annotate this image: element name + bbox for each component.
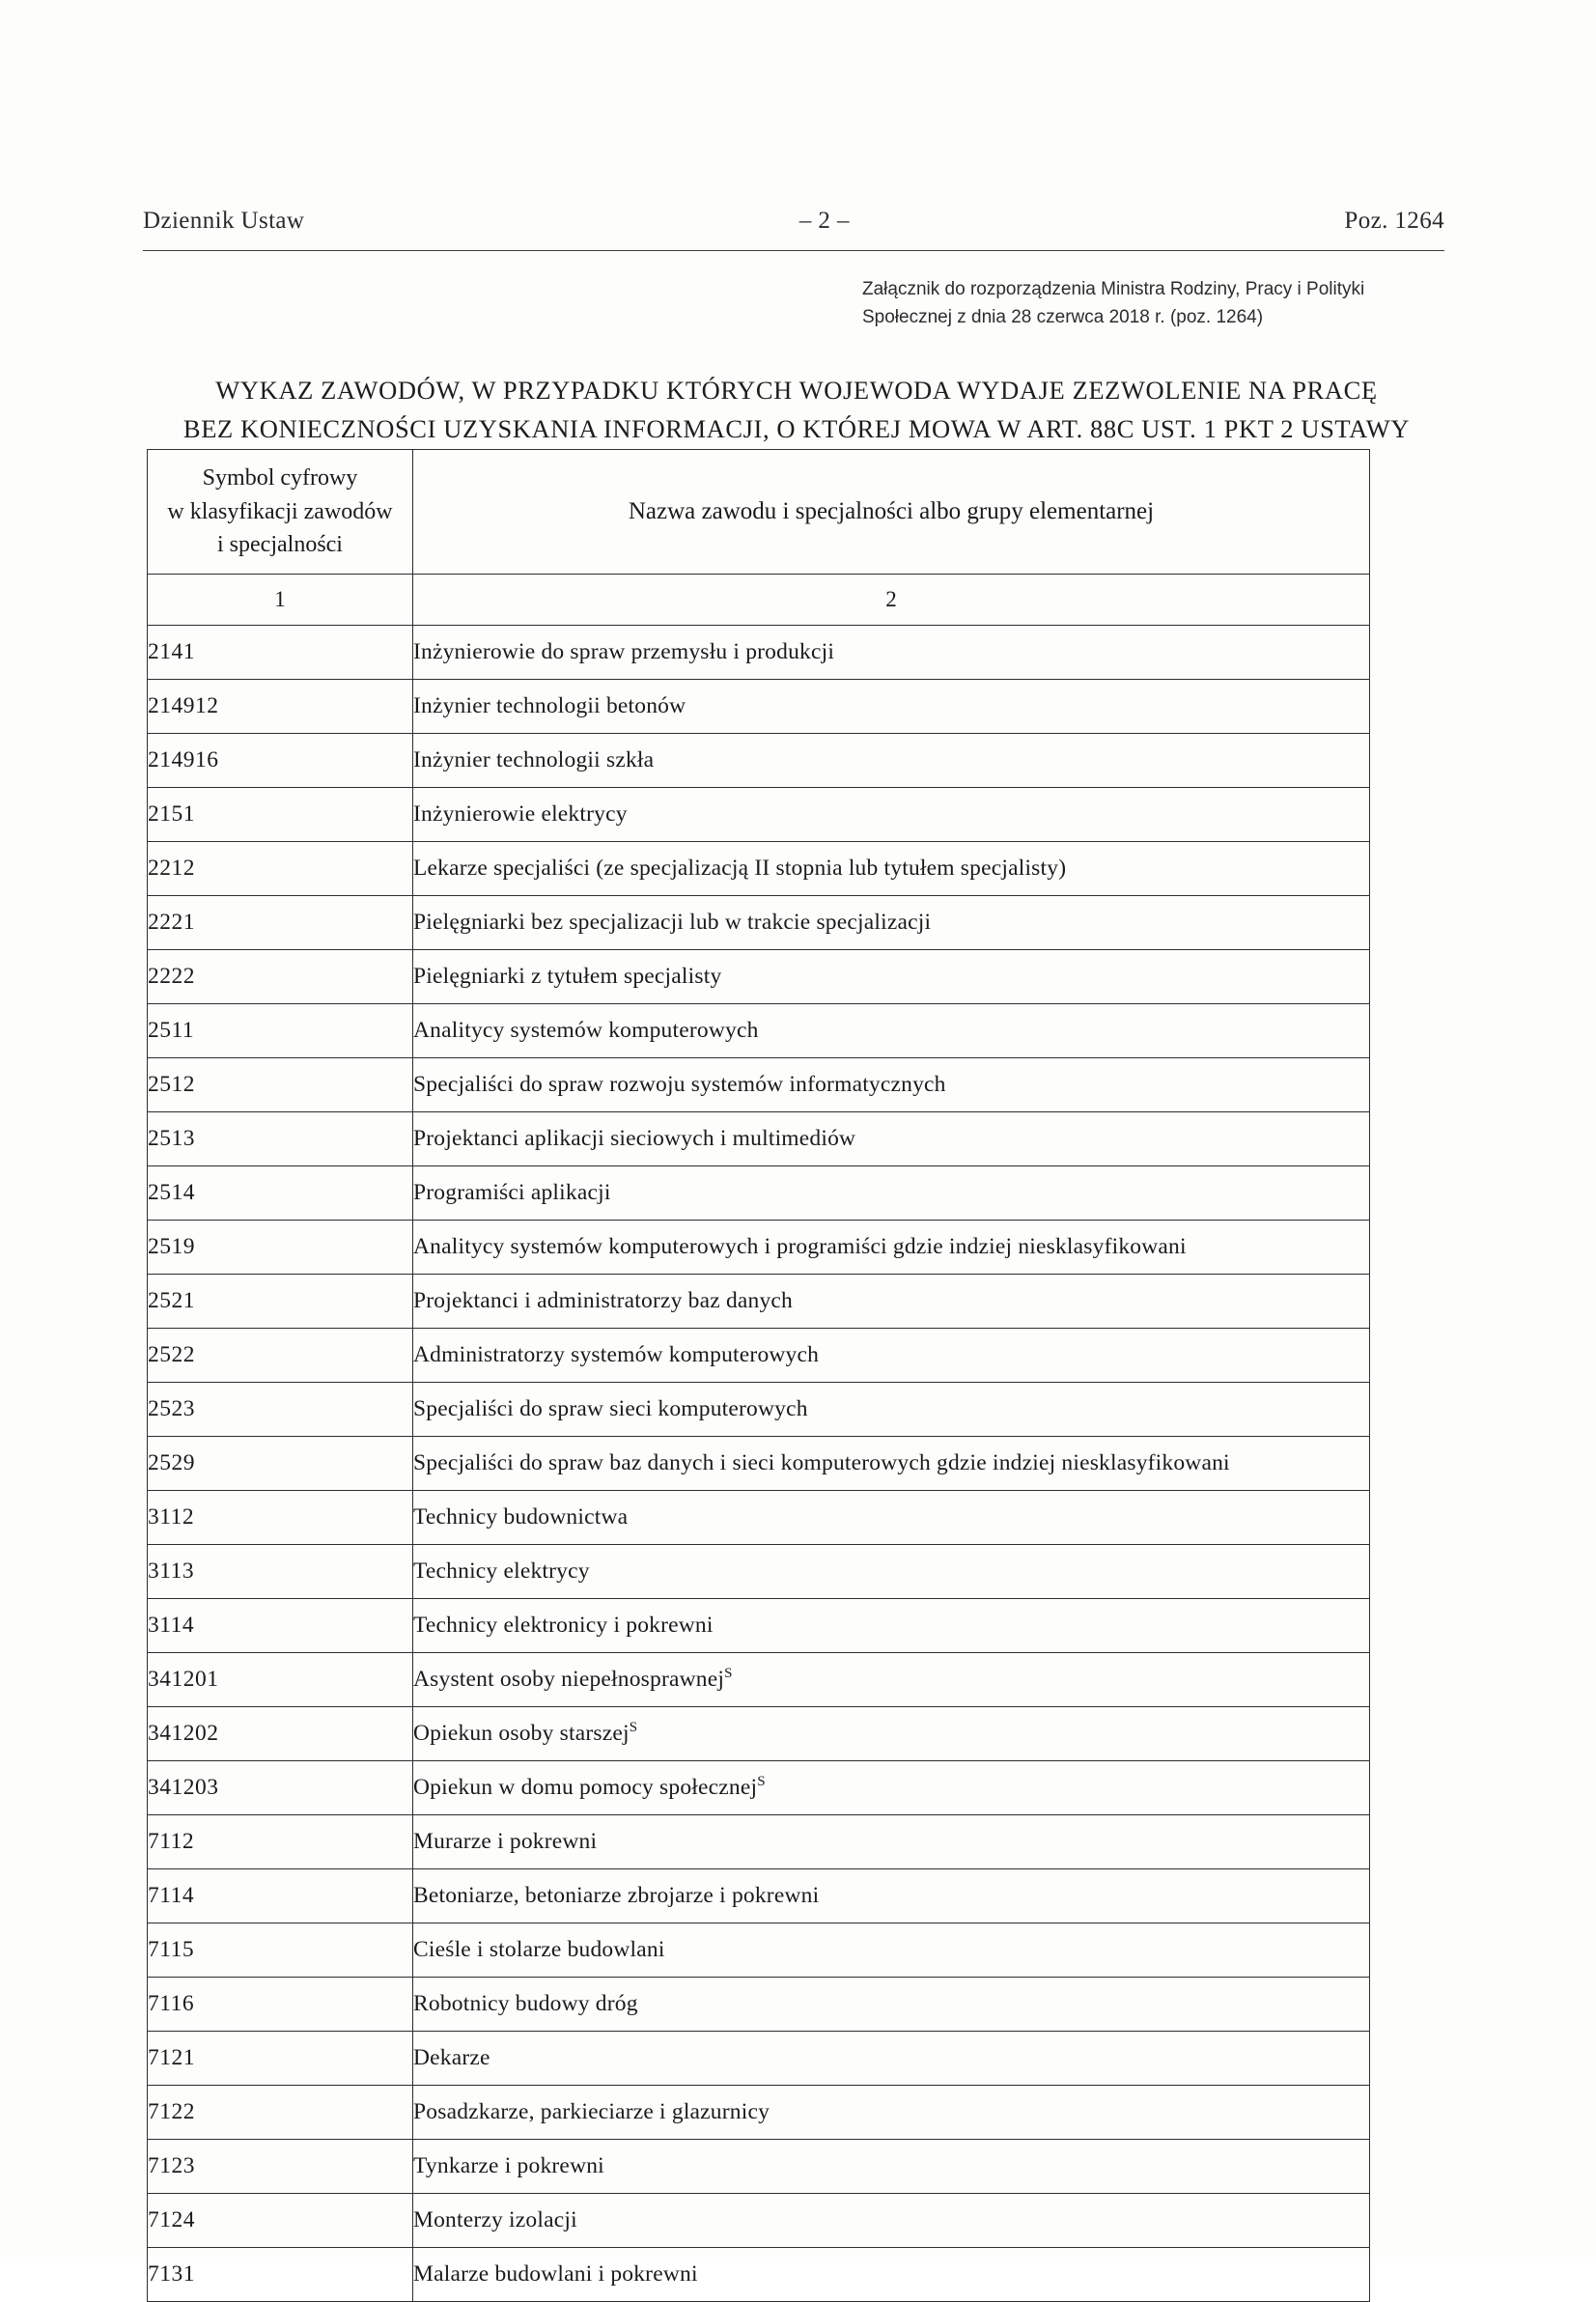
occupation-name-text: Opiekun osoby starszej: [413, 1721, 630, 1746]
annex-reference-line-1: Załącznik do rozporządzenia Ministra Rodziny, Pracy i Polityki: [862, 279, 1365, 299]
table-row: [148, 1383, 1370, 1437]
cell-occupation-code: 3114: [148, 1599, 413, 1653]
cell-occupation-code: 2522: [148, 1329, 413, 1383]
cell-occupation-name: [413, 1707, 1370, 1761]
cell-occupation-name: [413, 1166, 1370, 1221]
table-row: [148, 1329, 1370, 1383]
occupation-name-text: Programiści aplikacji: [413, 1180, 611, 1205]
cell-occupation-code: 341201: [148, 1653, 413, 1707]
column-header-symbol-line-2: w klasyfikacji zawodów: [167, 498, 393, 524]
occupation-name-text: Pielęgniarki z tytułem specjalisty: [413, 964, 722, 989]
occupation-name-text: Projektanci aplikacji sieciowych i multimediów: [413, 1126, 856, 1151]
cell-occupation-code: 2512: [148, 1058, 413, 1112]
table-row: [148, 1599, 1370, 1653]
occupation-name-text: Robotnicy budowy dróg: [413, 1991, 638, 2016]
cell-occupation-name: [413, 842, 1370, 896]
page-title: [145, 372, 1448, 449]
table-row: [148, 734, 1370, 788]
cell-occupation-name: [413, 788, 1370, 842]
occupation-name-text: Cieśle i stolarze budowlani: [413, 1937, 665, 1962]
occupation-name-text: Technicy elektronicy i pokrewni: [413, 1613, 714, 1638]
table-row: [148, 1058, 1370, 1112]
table-header-row: [148, 450, 1370, 575]
annex-reference-line-2: Społecznej z dnia 28 czerwca 2018 r. (poz. 1264): [862, 307, 1264, 328]
table-row: [148, 1275, 1370, 1329]
occupation-name-text: Specjaliści do spraw baz danych i sieci komputerowych gdzie indziej niesklasyfikowani: [413, 1450, 1230, 1475]
table-row: [148, 788, 1370, 842]
header-journal-name: Dziennik Ustaw: [143, 208, 305, 234]
occupation-name-text: Asystent osoby niepełnosprawnej: [413, 1667, 725, 1692]
table-row: [148, 626, 1370, 680]
table-row: [148, 1815, 1370, 1869]
occupations-table-wrapper: [147, 449, 1369, 2302]
table-row: [148, 1221, 1370, 1275]
table-row: [148, 1112, 1370, 1166]
cell-occupation-name: [413, 1815, 1370, 1869]
cell-occupation-code: 214912: [148, 680, 413, 734]
column-number-1: 1: [148, 575, 413, 626]
occupation-name-text: Analitycy systemów komputerowych i programiści gdzie indziej niesklasyfikowani: [413, 1234, 1187, 1259]
cell-occupation-code: 7123: [148, 2140, 413, 2194]
cell-occupation-name: [413, 1545, 1370, 1599]
cell-occupation-code: 3112: [148, 1491, 413, 1545]
table-column-number-row: [148, 575, 1370, 626]
table-row: [148, 1545, 1370, 1599]
table-row: [148, 1869, 1370, 1923]
cell-occupation-name: [413, 680, 1370, 734]
occupation-name-text: Inżynier technologii szkła: [413, 747, 655, 772]
column-number-2: 2: [413, 575, 1370, 626]
occupation-name-text: Inżynierowie elektrycy: [413, 801, 628, 827]
cell-occupation-code: 7116: [148, 1978, 413, 2032]
table-row: [148, 1437, 1370, 1491]
table-row: [148, 842, 1370, 896]
table-row: [148, 1004, 1370, 1058]
cell-occupation-name: [413, 1491, 1370, 1545]
occupation-name-text: Administratorzy systemów komputerowych: [413, 1342, 820, 1367]
occupation-name-text: Dekarze: [413, 2045, 490, 2070]
occupation-name-superscript: S: [757, 1774, 766, 1790]
cell-occupation-code: 7121: [148, 2032, 413, 2086]
cell-occupation-name: [413, 1058, 1370, 1112]
cell-occupation-code: 341203: [148, 1761, 413, 1815]
cell-occupation-code: 214916: [148, 734, 413, 788]
cell-occupation-name: [413, 2248, 1370, 2302]
header-page-number: – 2 –: [798, 208, 850, 234]
occupation-name-text: Analitycy systemów komputerowych: [413, 1018, 759, 1043]
occupation-name-text: Monterzy izolacji: [413, 2207, 577, 2232]
occupation-name-text: Inżynierowie do spraw przemysłu i produkcji: [413, 639, 835, 664]
column-header-symbol-line-1: Symbol cyfrowy: [202, 464, 358, 491]
cell-occupation-name: [413, 1437, 1370, 1491]
cell-occupation-code: 2212: [148, 842, 413, 896]
table-row: [148, 896, 1370, 950]
cell-occupation-code: 2529: [148, 1437, 413, 1491]
page-title-line-1: WYKAZ ZAWODÓW, W PRZYPADKU KTÓRYCH WOJEWODA WYDAJE ZEZWOLENIE NA PRACĘ: [215, 376, 1378, 405]
cell-occupation-name: [413, 950, 1370, 1004]
cell-occupation-name: [413, 734, 1370, 788]
cell-occupation-name: [413, 1329, 1370, 1383]
table-row: [148, 2032, 1370, 2086]
column-header-symbol: [148, 450, 413, 575]
cell-occupation-code: 2222: [148, 950, 413, 1004]
header-item-number: Poz. 1264: [1344, 208, 1444, 234]
table-row: [148, 1761, 1370, 1815]
occupation-name-text: Technicy budownictwa: [413, 1504, 629, 1530]
occupation-name-text: Posadzkarze, parkieciarze i glazurnicy: [413, 2099, 770, 2124]
occupation-name-text: Specjaliści do spraw sieci komputerowych: [413, 1396, 808, 1421]
cell-occupation-name: [413, 2140, 1370, 2194]
cell-occupation-name: [413, 2086, 1370, 2140]
cell-occupation-name: [413, 1761, 1370, 1815]
cell-occupation-code: 7114: [148, 1869, 413, 1923]
cell-occupation-code: 2221: [148, 896, 413, 950]
cell-occupation-name: [413, 1978, 1370, 2032]
cell-occupation-code: 2514: [148, 1166, 413, 1221]
occupation-name-text: Tynkarze i pokrewni: [413, 2153, 604, 2178]
table-row: [148, 1166, 1370, 1221]
cell-occupation-name: [413, 2032, 1370, 2086]
cell-occupation-code: 7122: [148, 2086, 413, 2140]
occupation-name-text: Malarze budowlani i pokrewni: [413, 2261, 698, 2287]
cell-occupation-code: 2151: [148, 788, 413, 842]
occupation-name-text: Projektanci i administratorzy baz danych: [413, 1288, 794, 1313]
cell-occupation-code: 7112: [148, 1815, 413, 1869]
page-header: [143, 208, 1444, 235]
occupations-table: [147, 449, 1370, 2302]
table-row: [148, 2248, 1370, 2302]
occupation-name-text: Betoniarze, betoniarze zbrojarze i pokrewni: [413, 1883, 820, 1908]
table-row: [148, 2140, 1370, 2194]
table-row: [148, 1491, 1370, 1545]
header-divider: [143, 250, 1444, 251]
cell-occupation-name: [413, 1275, 1370, 1329]
column-header-name: Nazwa zawodu i specjalności albo grupy elementarnej: [413, 450, 1370, 575]
cell-occupation-name: [413, 626, 1370, 680]
cell-occupation-code: 2521: [148, 1275, 413, 1329]
cell-occupation-code: 7131: [148, 2248, 413, 2302]
cell-occupation-name: [413, 1004, 1370, 1058]
cell-occupation-name: [413, 1869, 1370, 1923]
cell-occupation-name: [413, 1599, 1370, 1653]
table-row: [148, 1978, 1370, 2032]
cell-occupation-name: [413, 1221, 1370, 1275]
occupation-name-text: Specjaliści do spraw rozwoju systemów informatycznych: [413, 1072, 946, 1097]
occupation-name-text: Technicy elektrycy: [413, 1558, 590, 1584]
table-row: [148, 950, 1370, 1004]
table-row: [148, 1923, 1370, 1978]
cell-occupation-code: 2513: [148, 1112, 413, 1166]
annex-reference: [862, 275, 1442, 332]
cell-occupation-code: 7115: [148, 1923, 413, 1978]
cell-occupation-name: [413, 2194, 1370, 2248]
occupation-name-superscript: S: [724, 1666, 733, 1682]
cell-occupation-code: 3113: [148, 1545, 413, 1599]
cell-occupation-name: [413, 1653, 1370, 1707]
cell-occupation-name: [413, 896, 1370, 950]
occupation-name-text: Lekarze specjaliści (ze specjalizacją II stopnia lub tytułem specjalisty): [413, 856, 1067, 881]
cell-occupation-name: [413, 1923, 1370, 1978]
cell-occupation-code: 2523: [148, 1383, 413, 1437]
occupation-name-text: Murarze i pokrewni: [413, 1829, 598, 1854]
table-row: [148, 2194, 1370, 2248]
cell-occupation-code: 341202: [148, 1707, 413, 1761]
cell-occupation-code: 2519: [148, 1221, 413, 1275]
occupations-table-body: [148, 626, 1370, 2302]
cell-occupation-code: 2141: [148, 626, 413, 680]
table-row: [148, 1653, 1370, 1707]
table-row: [148, 680, 1370, 734]
occupation-name-text: Opiekun w domu pomocy społecznej: [413, 1775, 758, 1800]
occupation-name-text: Pielęgniarki bez specjalizacji lub w trakcie specjalizacji: [413, 910, 932, 935]
cell-occupation-name: [413, 1383, 1370, 1437]
occupation-name-text: Inżynier technologii betonów: [413, 693, 686, 718]
cell-occupation-code: 2511: [148, 1004, 413, 1058]
column-header-symbol-line-3: i specjalności: [217, 532, 343, 558]
cell-occupation-name: [413, 1112, 1370, 1166]
table-row: [148, 2086, 1370, 2140]
occupation-name-superscript: S: [629, 1720, 638, 1736]
page-title-line-2: BEZ KONIECZNOŚCI UZYSKANIA INFORMACJI, O KTÓREJ MOWA W ART. 88C UST. 1 PKT 2 USTAWY: [182, 413, 1411, 443]
cell-occupation-code: 7124: [148, 2194, 413, 2248]
table-row: [148, 1707, 1370, 1761]
